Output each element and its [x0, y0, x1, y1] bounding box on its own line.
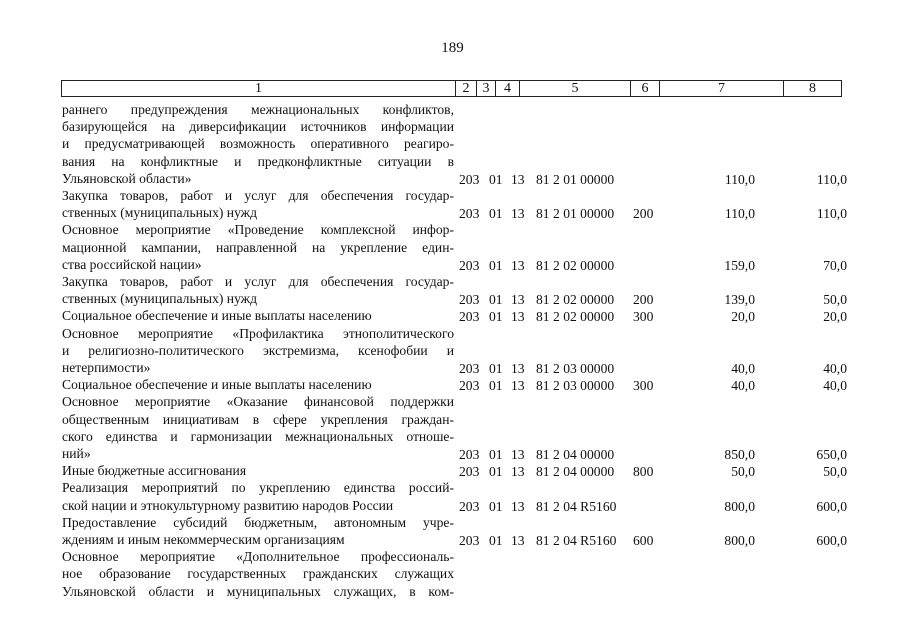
description-line: Закупка товаров, работ и услуг для обеспечения государ- — [62, 274, 454, 289]
expense-type-code-cell: 800 — [633, 464, 654, 480]
amount-year-2-cell: 20,0 — [823, 309, 847, 325]
amount-year-2-cell: 650,0 — [816, 447, 847, 462]
target-article-code-cell: 81 2 02 00000 — [536, 292, 615, 308]
subsection-code-cell: 13 — [511, 378, 525, 394]
ministry-code-cell: 203 — [459, 257, 480, 273]
amount-year-1-cell: 139,0 — [724, 292, 755, 308]
section-code-cell: 01 — [489, 292, 503, 308]
description-line: ственных (муниципальных) нужд — [62, 291, 257, 307]
header-cell-4: 4 — [495, 81, 519, 96]
expense-type-code-cell: 300 — [633, 378, 654, 394]
ministry-code-cell: 203 — [459, 447, 480, 462]
description-line: ное образование государственных гражданских служащих — [62, 566, 454, 582]
subsection-code-cell: 13 — [511, 257, 525, 273]
description-line: Основное мероприятие «Проведение комплексной инфор- — [62, 222, 454, 238]
target-article-code-cell: 81 2 02 00000 — [536, 257, 615, 273]
description-line: ственных (муниципальных) нужд — [62, 205, 257, 221]
page-number: 189 — [441, 40, 464, 56]
amount-year-1-cell: 850,0 — [724, 447, 755, 462]
description-line: Основное мероприятие «Дополнительное профессиональ- — [62, 549, 454, 565]
amount-year-1-cell: 40,0 — [731, 361, 755, 376]
target-article-code-cell: 81 2 04 00000 — [536, 447, 615, 462]
description-line: ства российской нации» — [62, 256, 202, 272]
description-line: и религиозно-политического экстремизма, ксенофобии и — [62, 342, 454, 358]
amount-year-1-cell: 800,0 — [724, 498, 755, 514]
subsection-code-cell: 13 — [511, 464, 525, 480]
amount-year-2-cell: 50,0 — [823, 464, 847, 480]
header-cell-7: 7 — [659, 81, 783, 96]
header-cell-3: 3 — [476, 81, 495, 96]
subsection-code-cell: 13 — [511, 171, 525, 187]
description-line: раннего предупреждения межнациональных конфликтов, — [62, 102, 454, 117]
description-line: ний» — [62, 446, 91, 461]
expense-type-code-cell: 300 — [633, 309, 654, 325]
ministry-code-cell: 203 — [459, 309, 480, 325]
header-cell-1: 1 — [255, 81, 262, 96]
description-line: ждениям и иным некоммерческим организациям — [62, 532, 345, 547]
amount-year-2-cell: 110,0 — [816, 171, 847, 187]
description-line: Социальное обеспечение и иные выплаты населению — [62, 308, 372, 324]
ministry-code-cell: 203 — [459, 378, 480, 394]
amount-year-1-cell: 800,0 — [724, 533, 755, 548]
subsection-code-cell: 13 — [511, 361, 525, 376]
ministry-code-cell: 203 — [459, 533, 480, 548]
section-code-cell: 01 — [489, 206, 503, 222]
ministry-code-cell: 203 — [459, 206, 480, 222]
section-code-cell: 01 — [489, 309, 503, 325]
section-code-cell: 01 — [489, 464, 503, 480]
description-line: Ульяновской области» — [62, 170, 192, 186]
table-header-row — [61, 80, 842, 97]
description-line: базирующейся на диверсификации источников информации — [62, 119, 454, 135]
section-code-cell: 01 — [489, 257, 503, 273]
subsection-code-cell: 13 — [511, 309, 525, 325]
amount-year-1-cell: 110,0 — [724, 206, 755, 222]
subsection-code-cell: 13 — [511, 447, 525, 462]
header-cell-5: 5 — [519, 81, 630, 96]
description-line: мационной кампании, направленной на укрепление един- — [62, 239, 454, 255]
amount-year-2-cell: 40,0 — [823, 378, 847, 394]
description-line: Социальное обеспечение и иные выплаты населению — [62, 377, 372, 393]
amount-year-2-cell: 600,0 — [816, 533, 847, 548]
description-line: нетерпимости» — [62, 360, 151, 375]
amount-year-1-cell: 159,0 — [724, 257, 755, 273]
section-code-cell: 01 — [489, 361, 503, 376]
amount-year-2-cell: 50,0 — [823, 292, 847, 308]
target-article-code-cell: 81 2 02 00000 — [536, 309, 615, 325]
amount-year-2-cell: 40,0 — [823, 361, 847, 376]
header-cell-8: 8 — [783, 81, 841, 96]
target-article-code-cell: 81 2 01 00000 — [536, 171, 615, 187]
description-line: ского единства и гармонизации межнациональных отноше- — [62, 428, 454, 444]
subsection-code-cell: 13 — [511, 206, 525, 222]
target-article-code-cell: 81 2 03 00000 — [536, 378, 615, 394]
section-code-cell: 01 — [489, 378, 503, 394]
ministry-code-cell: 203 — [459, 171, 480, 187]
subsection-code-cell: 13 — [511, 292, 525, 308]
subsection-code-cell: 13 — [511, 498, 525, 514]
header-cell-6: 6 — [630, 81, 659, 96]
ministry-code-cell: 203 — [459, 464, 480, 480]
amount-year-1-cell: 20,0 — [731, 309, 755, 325]
ministry-code-cell: 203 — [459, 292, 480, 308]
section-code-cell: 01 — [489, 533, 503, 548]
description-line: вания на конфликтные и предконфликтные ситуации в — [62, 153, 454, 169]
amount-year-1-cell: 50,0 — [731, 464, 755, 480]
ministry-code-cell: 203 — [459, 361, 480, 376]
expense-type-code-cell: 200 — [633, 206, 654, 222]
amount-year-1-cell: 110,0 — [724, 171, 755, 187]
description-line: Основное мероприятие «Профилактика этнополитического — [62, 325, 454, 341]
description-line: Основное мероприятие «Оказание финансовой поддержки — [62, 394, 454, 410]
amount-year-2-cell: 110,0 — [816, 206, 847, 222]
section-code-cell: 01 — [489, 447, 503, 462]
description-line: Предоставление субсидий бюджетным, автономным учре- — [62, 514, 454, 530]
target-article-code-cell: 81 2 03 00000 — [536, 361, 615, 376]
target-article-code-cell: 81 2 01 00000 — [536, 206, 615, 222]
description-line: Реализация мероприятий по укреплению единства россий- — [62, 480, 454, 496]
expense-type-code-cell: 600 — [633, 533, 654, 548]
description-line: Иные бюджетные ассигнования — [62, 463, 247, 479]
section-code-cell: 01 — [489, 498, 503, 514]
description-line: и предусматривающей возможность оперативного реагиро- — [62, 136, 454, 152]
target-article-code-cell: 81 2 04 00000 — [536, 464, 615, 480]
description-line: Закупка товаров, работ и услуг для обеспечения государ- — [62, 188, 454, 203]
subsection-code-cell: 13 — [511, 533, 525, 548]
header-cell-2: 2 — [455, 81, 476, 96]
target-article-code-cell: 81 2 04 R5160 — [536, 498, 617, 514]
ministry-code-cell: 203 — [459, 498, 480, 514]
target-article-code-cell: 81 2 04 R5160 — [536, 533, 617, 548]
description-line: ской нации и этнокультурному развитию народов России — [62, 497, 394, 513]
amount-year-1-cell: 40,0 — [731, 378, 755, 394]
amount-year-2-cell: 600,0 — [816, 498, 847, 514]
description-line: Ульяновской области и муниципальных служащих, в ком- — [62, 583, 454, 599]
expense-type-code-cell: 200 — [633, 292, 654, 308]
description-line: общественным инициативам в сфере укрепления граждан- — [62, 411, 454, 427]
section-code-cell: 01 — [489, 171, 503, 187]
amount-year-2-cell: 70,0 — [823, 257, 847, 273]
